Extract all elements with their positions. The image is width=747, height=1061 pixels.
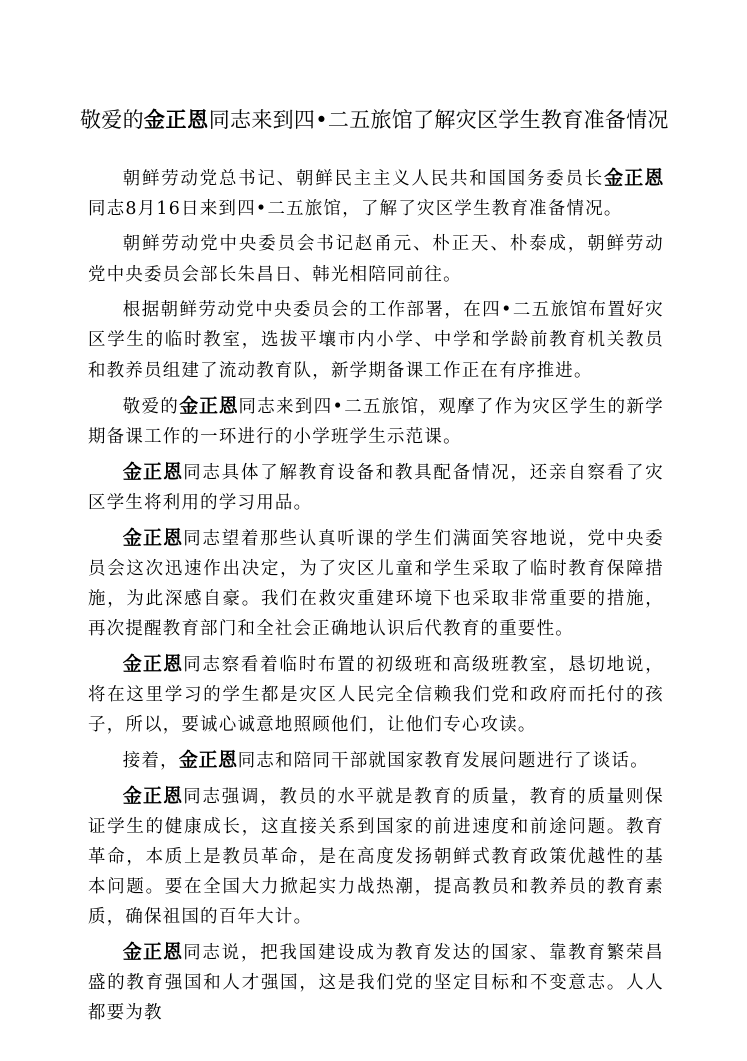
title-leader-name: 金正恩	[143, 108, 209, 132]
paragraph-text: 根据朝鲜劳动党中央委员会的工作部署，在四•二五旅馆布置好灾区学生的临时教室，选拔平壤市内小学、中学和学龄前教育机关教员和教养员组建了流动教育队，新学期备课工作正在有序推进。	[88, 300, 664, 381]
paragraph	[88, 457, 664, 518]
leader-name: 金正恩	[122, 527, 184, 549]
paragraph-text: 接着，	[122, 751, 179, 771]
title-suffix: 同志来到四•二五旅馆了解灾区学生教育准备情况	[208, 108, 669, 132]
paragraph-text: 同志来到四•二五旅馆，观摩了作为灾区学生的新学期备课工作的一环进行的小学班学生示范课。	[88, 397, 664, 447]
paragraph-text: 同志强调，教员的水平就是教育的质量，教育的质量则保证学生的健康成长，这直接关系到国家的前进速度和前途问题。教育革命，本质上是教员革命，是在高度发扬朝鲜式教育政策优越性的基本问题。要在全国大力掀起实力战热潮，提高教员和教养员的教育素质，确保祖国的百年大计。	[88, 787, 664, 927]
paragraph-text: 同志望着那些认真听课的学生们满面笑容地说，党中央委员会这次迅速作出决定，为了灾区儿童和学生采取了临时教育保障措施，为此深感自豪。我们在救灾重建环境下也采取非常重要的措施，再次提醒教育部门和全社会正确地认识后代教育的重要性。	[88, 529, 664, 639]
paragraph	[88, 649, 664, 740]
leader-name: 金正恩	[122, 941, 184, 963]
paragraph	[88, 745, 664, 776]
leader-name: 金正恩	[122, 461, 184, 483]
paragraph-text: 朝鲜劳动党总书记、朝鲜民主主义人民共和国国务委员长	[122, 169, 605, 189]
paragraph	[88, 523, 664, 644]
paragraph	[88, 295, 664, 386]
article-title	[80, 104, 680, 136]
leader-name: 金正恩	[178, 749, 238, 771]
title-prefix: 敬爱的	[80, 108, 144, 132]
paragraph-text: 同志8月16日来到四•二五旅馆，了解了灾区学生教育准备情况。	[88, 199, 623, 219]
leader-name: 金正恩	[122, 785, 184, 807]
paragraph	[88, 937, 664, 1028]
paragraph-text: 同志具体了解教育设备和教具配备情况，还亲自察看了灾区学生将利用的学习用品。	[88, 463, 664, 513]
paragraph-text: 同志察看着临时布置的初级班和高级班教室，恳切地说，将在这里学习的学生都是灾区人民完全信赖我们党和政府而托付的孩子，所以，要诚心诚意地照顾他们，让他们专心攻读。	[88, 655, 664, 735]
paragraph	[88, 781, 664, 932]
paragraph	[88, 391, 664, 452]
paragraph	[88, 229, 664, 290]
paragraph-text: 朝鲜劳动党中央委员会书记赵甬元、朴正天、朴泰成，朝鲜劳动党中央委员会部长朱昌日、韩光相陪同前往。	[88, 234, 664, 285]
leader-name: 金正恩	[122, 653, 184, 675]
paragraph-text: 同志说，把我国建设成为教育发达的国家、靠教育繁荣昌盛的教育强国和人才强国，这是我们党的坚定目标和不变意志。人人都要为教	[88, 943, 664, 1023]
article-body	[88, 163, 664, 1033]
paragraph	[88, 163, 664, 224]
paragraph-text: 同志和陪同干部就国家教育发展问题进行了谈话。	[237, 751, 649, 771]
leader-name: 金正恩	[179, 395, 239, 417]
leader-name: 金正恩	[604, 167, 664, 189]
paragraph-text: 敬爱的	[122, 397, 180, 417]
